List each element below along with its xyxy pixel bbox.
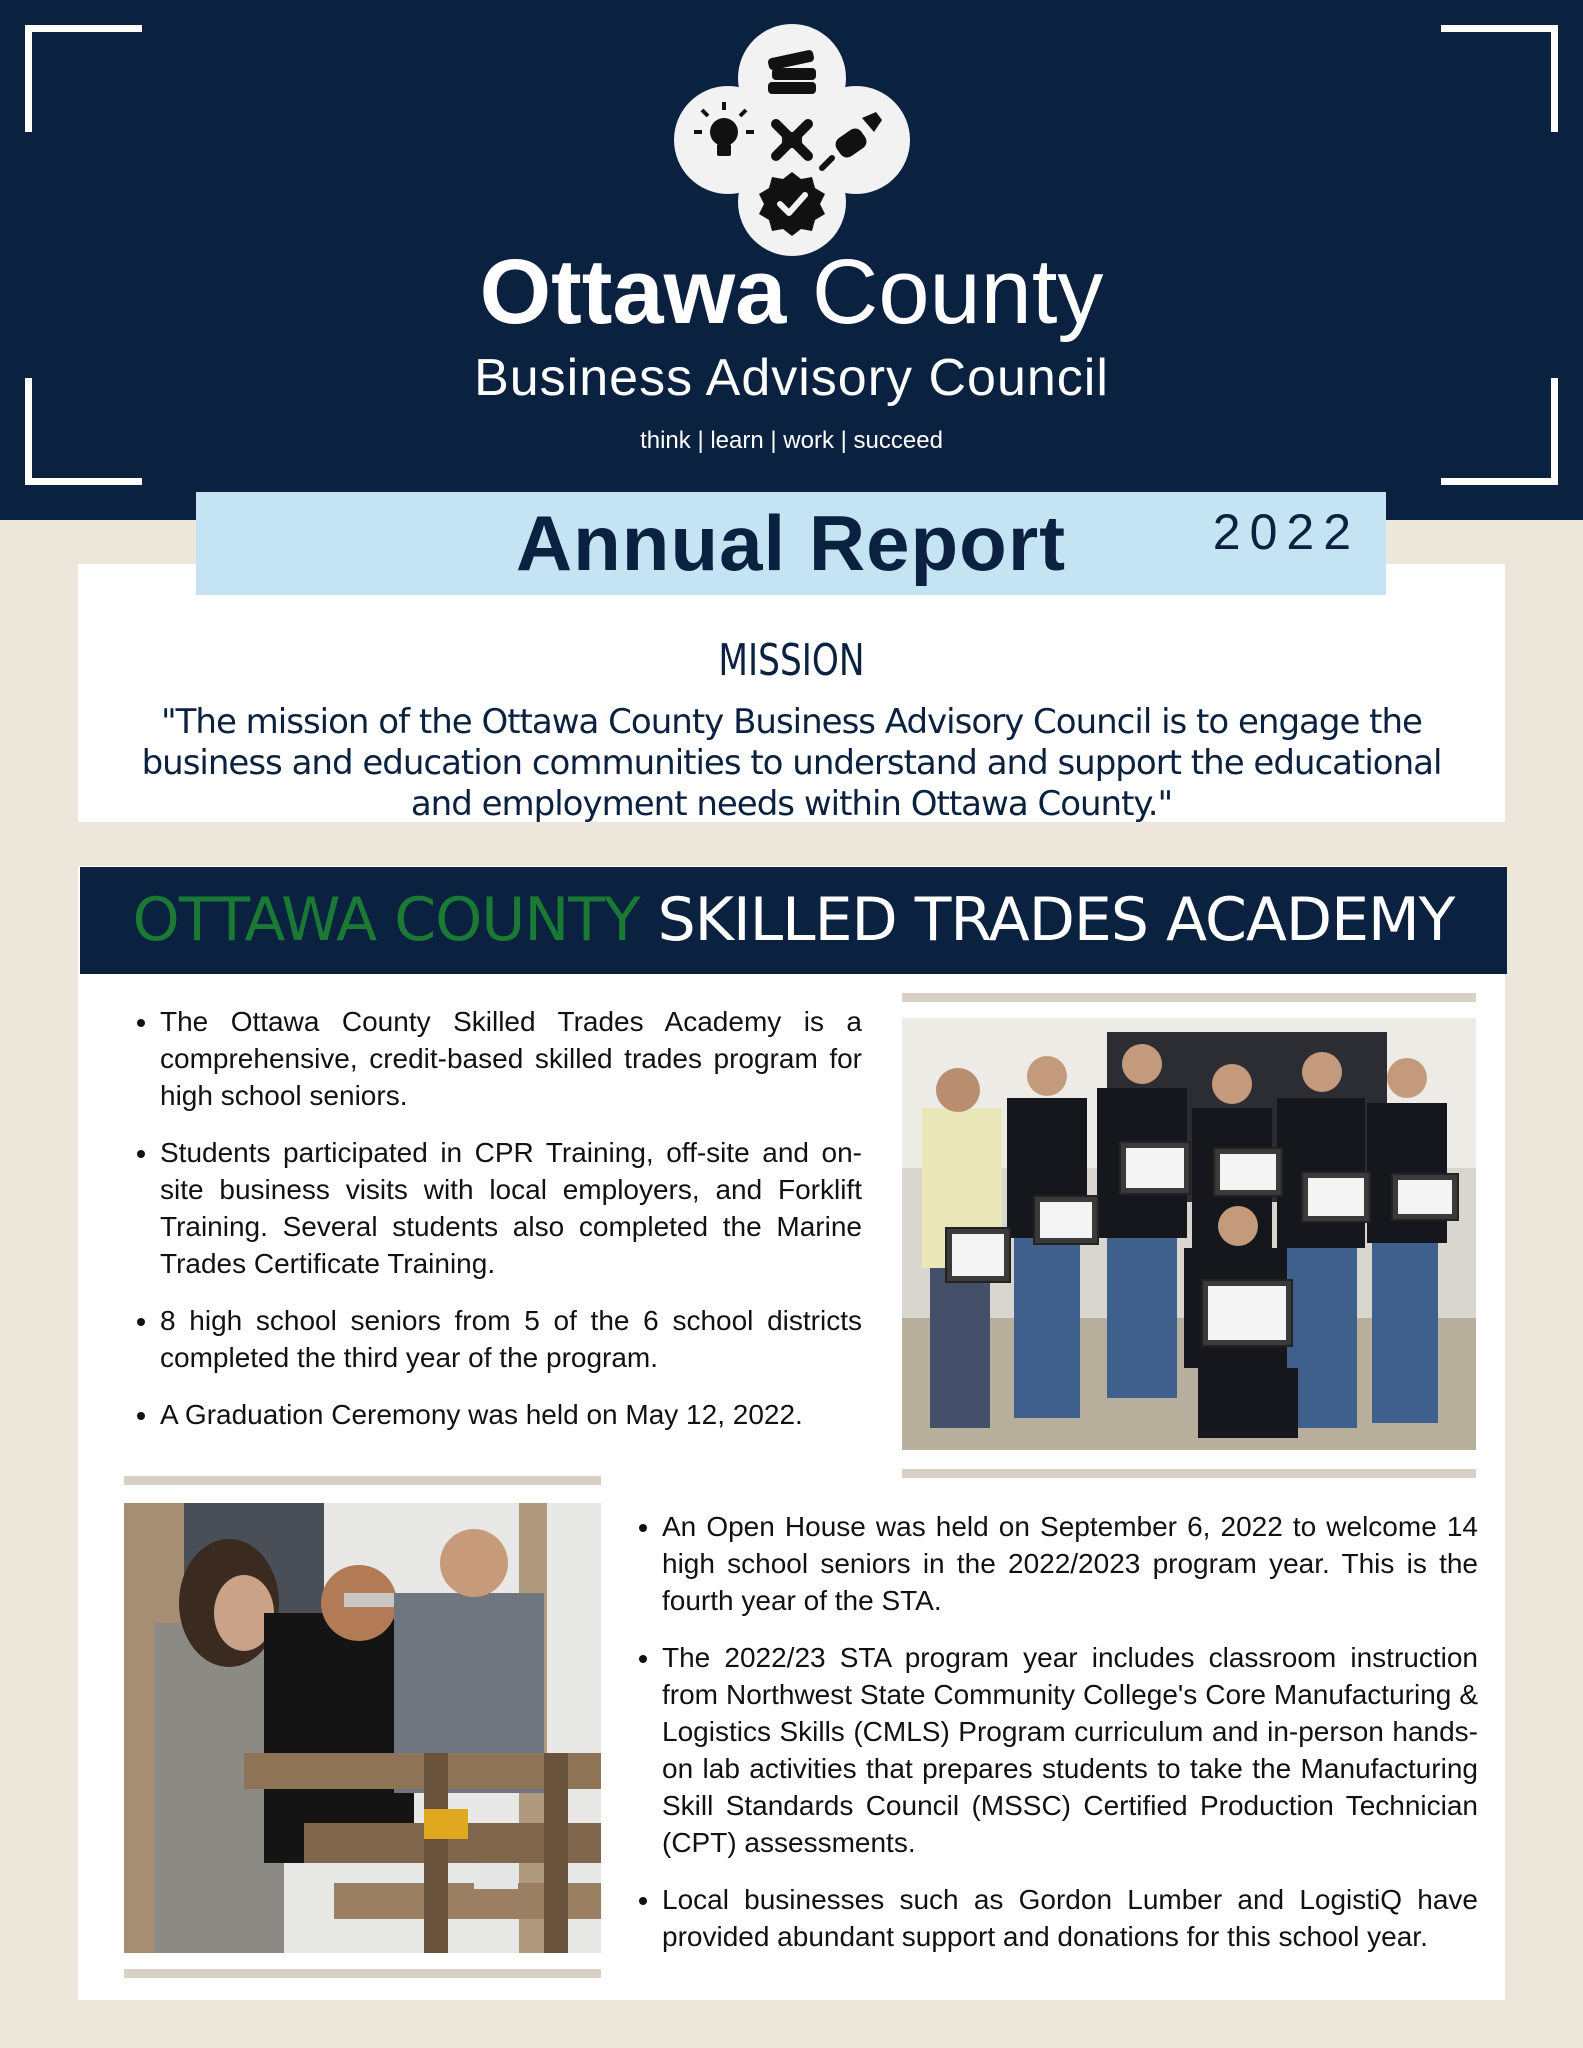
mission-statement: "The mission of the Ottawa County Business Advisory Council is to engage the business and education communities to understand and support the educational and employment needs within Ottawa County." [141, 702, 1442, 824]
photo-frame-top [124, 1476, 601, 1485]
report-year: 2022 [1212, 504, 1360, 560]
students-working-photo [124, 1503, 601, 1953]
title-bold: Ottawa [479, 241, 787, 343]
sta-bullets-bottom [626, 1508, 1478, 1975]
list-item: • An Open House was held on September 6, 2022 to welcome 14 high school seniors in the 2022/2023 program year. This is the fourth year of the STA. [662, 1508, 1478, 1619]
sta-title-white: SKILLED TRADES ACADEMY [657, 885, 1455, 955]
organization-subtitle: Business Advisory Council [474, 349, 1109, 407]
frame-corner-top-right [1441, 25, 1558, 132]
list-item: • The Ottawa County Skilled Trades Academy is a comprehensive, credit-based skilled trades program for high school seniors. [160, 1003, 862, 1114]
list-item: • 8 high school seniors from 5 of the 6 school districts completed the third year of the program. [160, 1302, 862, 1376]
graduation-photo [902, 1018, 1476, 1450]
sta-section-title [80, 867, 1507, 974]
photo-frame-bottom [124, 1969, 601, 1978]
organization-title [0, 242, 1583, 342]
report-title: Annual Report [515, 499, 1067, 587]
header-banner [0, 0, 1583, 520]
tagline: think | learn | work | succeed [640, 427, 943, 454]
annual-report-banner [196, 492, 1386, 595]
council-logo [672, 22, 912, 258]
mission-card [78, 564, 1505, 822]
title-regular: County [811, 241, 1104, 343]
photo-frame-top [902, 993, 1476, 1002]
photo-frame-bottom [902, 1469, 1476, 1478]
sta-title-green: OTTAWA COUNTY [132, 885, 640, 955]
sta-bullets-top [124, 1003, 862, 1453]
list-item: • Students participated in CPR Training, off-site and on-site business visits with local employers, and Forklift Training. Several students also completed the Marine Trades Certificate Training. [160, 1134, 862, 1282]
mission-heading: MISSION [718, 635, 865, 686]
frame-corner-top-left [25, 25, 142, 132]
list-item: • The 2022/23 STA program year includes classroom instruction from Northwest State Community College's Core Manufacturing & Logistics Skills (CMLS) Program curriculum and in-person hands-on lab activities that prepares students to take the Manufacturing Skill Standards Council (MSSC) Certified Production Technician (CPT) assessments. [662, 1639, 1478, 1861]
sta-section-header [80, 867, 1507, 974]
list-item: • A Graduation Ceremony was held on May 12, 2022. [160, 1396, 862, 1433]
list-item: • Local businesses such as Gordon Lumber and LogistiQ have provided abundant support and donations for this school year. [662, 1881, 1478, 1955]
